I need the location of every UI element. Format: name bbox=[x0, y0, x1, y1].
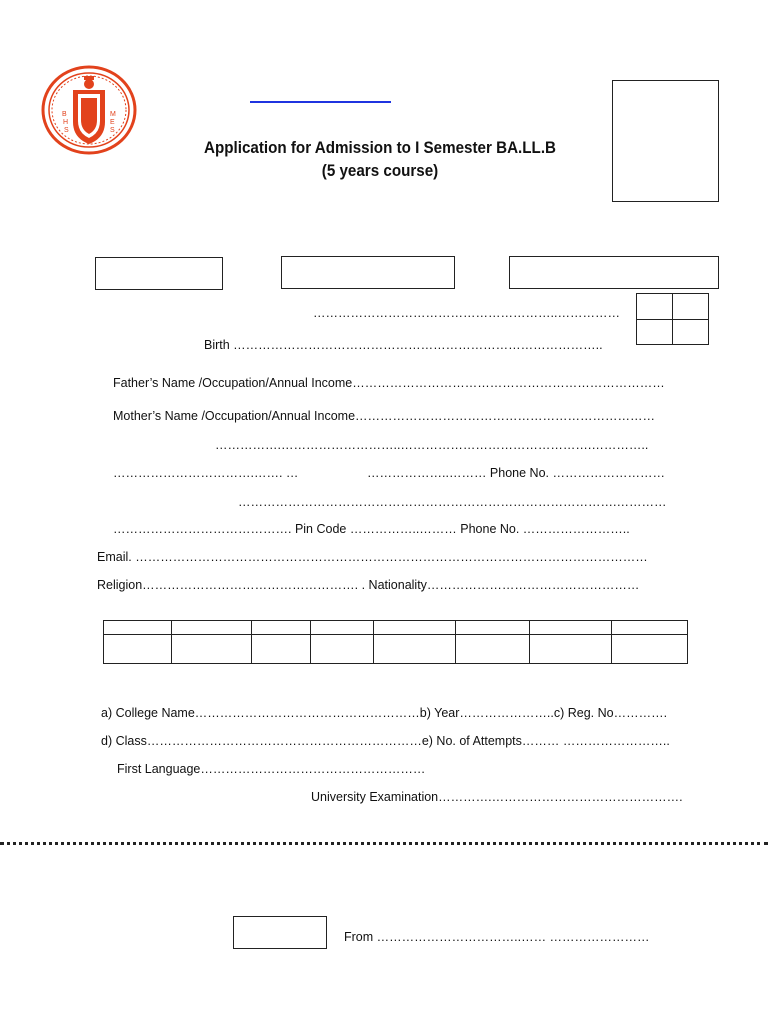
table-cell[interactable] bbox=[455, 635, 529, 664]
table-cell[interactable] bbox=[171, 635, 251, 664]
svg-text:S: S bbox=[110, 127, 115, 134]
from-line[interactable]: From ……………………………..…… …………………… bbox=[344, 930, 650, 944]
blue-underline-link bbox=[250, 101, 391, 103]
address-line-1[interactable]: …………….………………………..……………………………………….………….. bbox=[215, 438, 649, 452]
marks-table bbox=[103, 620, 688, 664]
svg-text:B: B bbox=[62, 111, 67, 118]
address-line-1-phone[interactable]: ………………..……… Phone No. ……………………… bbox=[367, 466, 665, 480]
class-attempts-line[interactable]: d) Class…………………………………………………………e) No. of Attempts……… …………………….. bbox=[101, 734, 670, 748]
mother-line[interactable]: Mother’s Name /Occupation/Annual Income……………………………………………………………… bbox=[113, 409, 656, 423]
table-cell[interactable] bbox=[374, 635, 455, 664]
grid-cell[interactable] bbox=[673, 319, 709, 345]
table-cell[interactable] bbox=[104, 635, 172, 664]
address-line-1-left[interactable]: …………………………….……. … bbox=[113, 466, 299, 480]
table-header-cell[interactable] bbox=[612, 621, 688, 635]
table-cell[interactable] bbox=[530, 635, 612, 664]
first-language-line[interactable]: First Language……………………………………………… bbox=[117, 762, 426, 776]
table-header-cell[interactable] bbox=[104, 621, 172, 635]
university-exam-line[interactable]: University Examination………….………………………………………. bbox=[311, 790, 683, 804]
svg-text:E: E bbox=[110, 119, 115, 126]
college-seal-logo bbox=[40, 64, 138, 156]
svg-text:H: H bbox=[63, 119, 69, 126]
form-subtitle: (5 years course) bbox=[321, 162, 439, 180]
address-line-2-pin-phone[interactable]: ……………………………………. Pin Code ……………..……… Phone No. …………………….. bbox=[113, 522, 630, 536]
entry-box-1[interactable] bbox=[95, 257, 223, 290]
birth-line[interactable]: Birth …………………………………………………………………………….. bbox=[204, 338, 603, 352]
table-header-cell[interactable] bbox=[455, 621, 529, 635]
small-grid bbox=[636, 293, 709, 345]
address-line-2[interactable]: ……………………………………………………………………………….………… bbox=[238, 495, 667, 509]
table-header-cell[interactable] bbox=[171, 621, 251, 635]
email-line[interactable]: Email. …………………………………………………………………………………………………………… bbox=[97, 550, 648, 564]
table-header-cell[interactable] bbox=[374, 621, 455, 635]
svg-text:S: S bbox=[64, 127, 69, 134]
seal-graphic bbox=[40, 64, 138, 156]
table-cell[interactable] bbox=[612, 635, 688, 664]
father-line[interactable]: Father’s Name /Occupation/Annual Income………………………………………………………………… bbox=[113, 376, 665, 390]
entry-box-2[interactable] bbox=[281, 256, 455, 289]
college-year-regno-line[interactable]: a) College Name………………………………………………b) Year…………………..c) Reg. No…………. bbox=[101, 706, 668, 720]
grid-cell[interactable] bbox=[673, 294, 709, 320]
grid-cell[interactable] bbox=[637, 319, 673, 345]
grid-cell[interactable] bbox=[637, 294, 673, 320]
religion-nationality-line[interactable]: Religion……………………………………………. . Nationality…………………………………………… bbox=[97, 578, 640, 592]
table-header-cell[interactable] bbox=[251, 621, 310, 635]
svg-text:M: M bbox=[110, 111, 116, 118]
table-cell[interactable] bbox=[310, 635, 374, 664]
table-cell[interactable] bbox=[251, 635, 310, 664]
dotted-line-name[interactable]: …………………………………………………..…………… bbox=[313, 306, 620, 320]
footer-entry-box[interactable] bbox=[233, 916, 327, 949]
form-title: Application for Admission to I Semester BA.LL.B bbox=[204, 139, 556, 157]
photo-box[interactable] bbox=[612, 80, 719, 202]
table-header-cell[interactable] bbox=[530, 621, 612, 635]
table-header-cell[interactable] bbox=[310, 621, 374, 635]
entry-box-3[interactable] bbox=[509, 256, 719, 289]
cut-here-dotted-divider bbox=[0, 842, 768, 845]
